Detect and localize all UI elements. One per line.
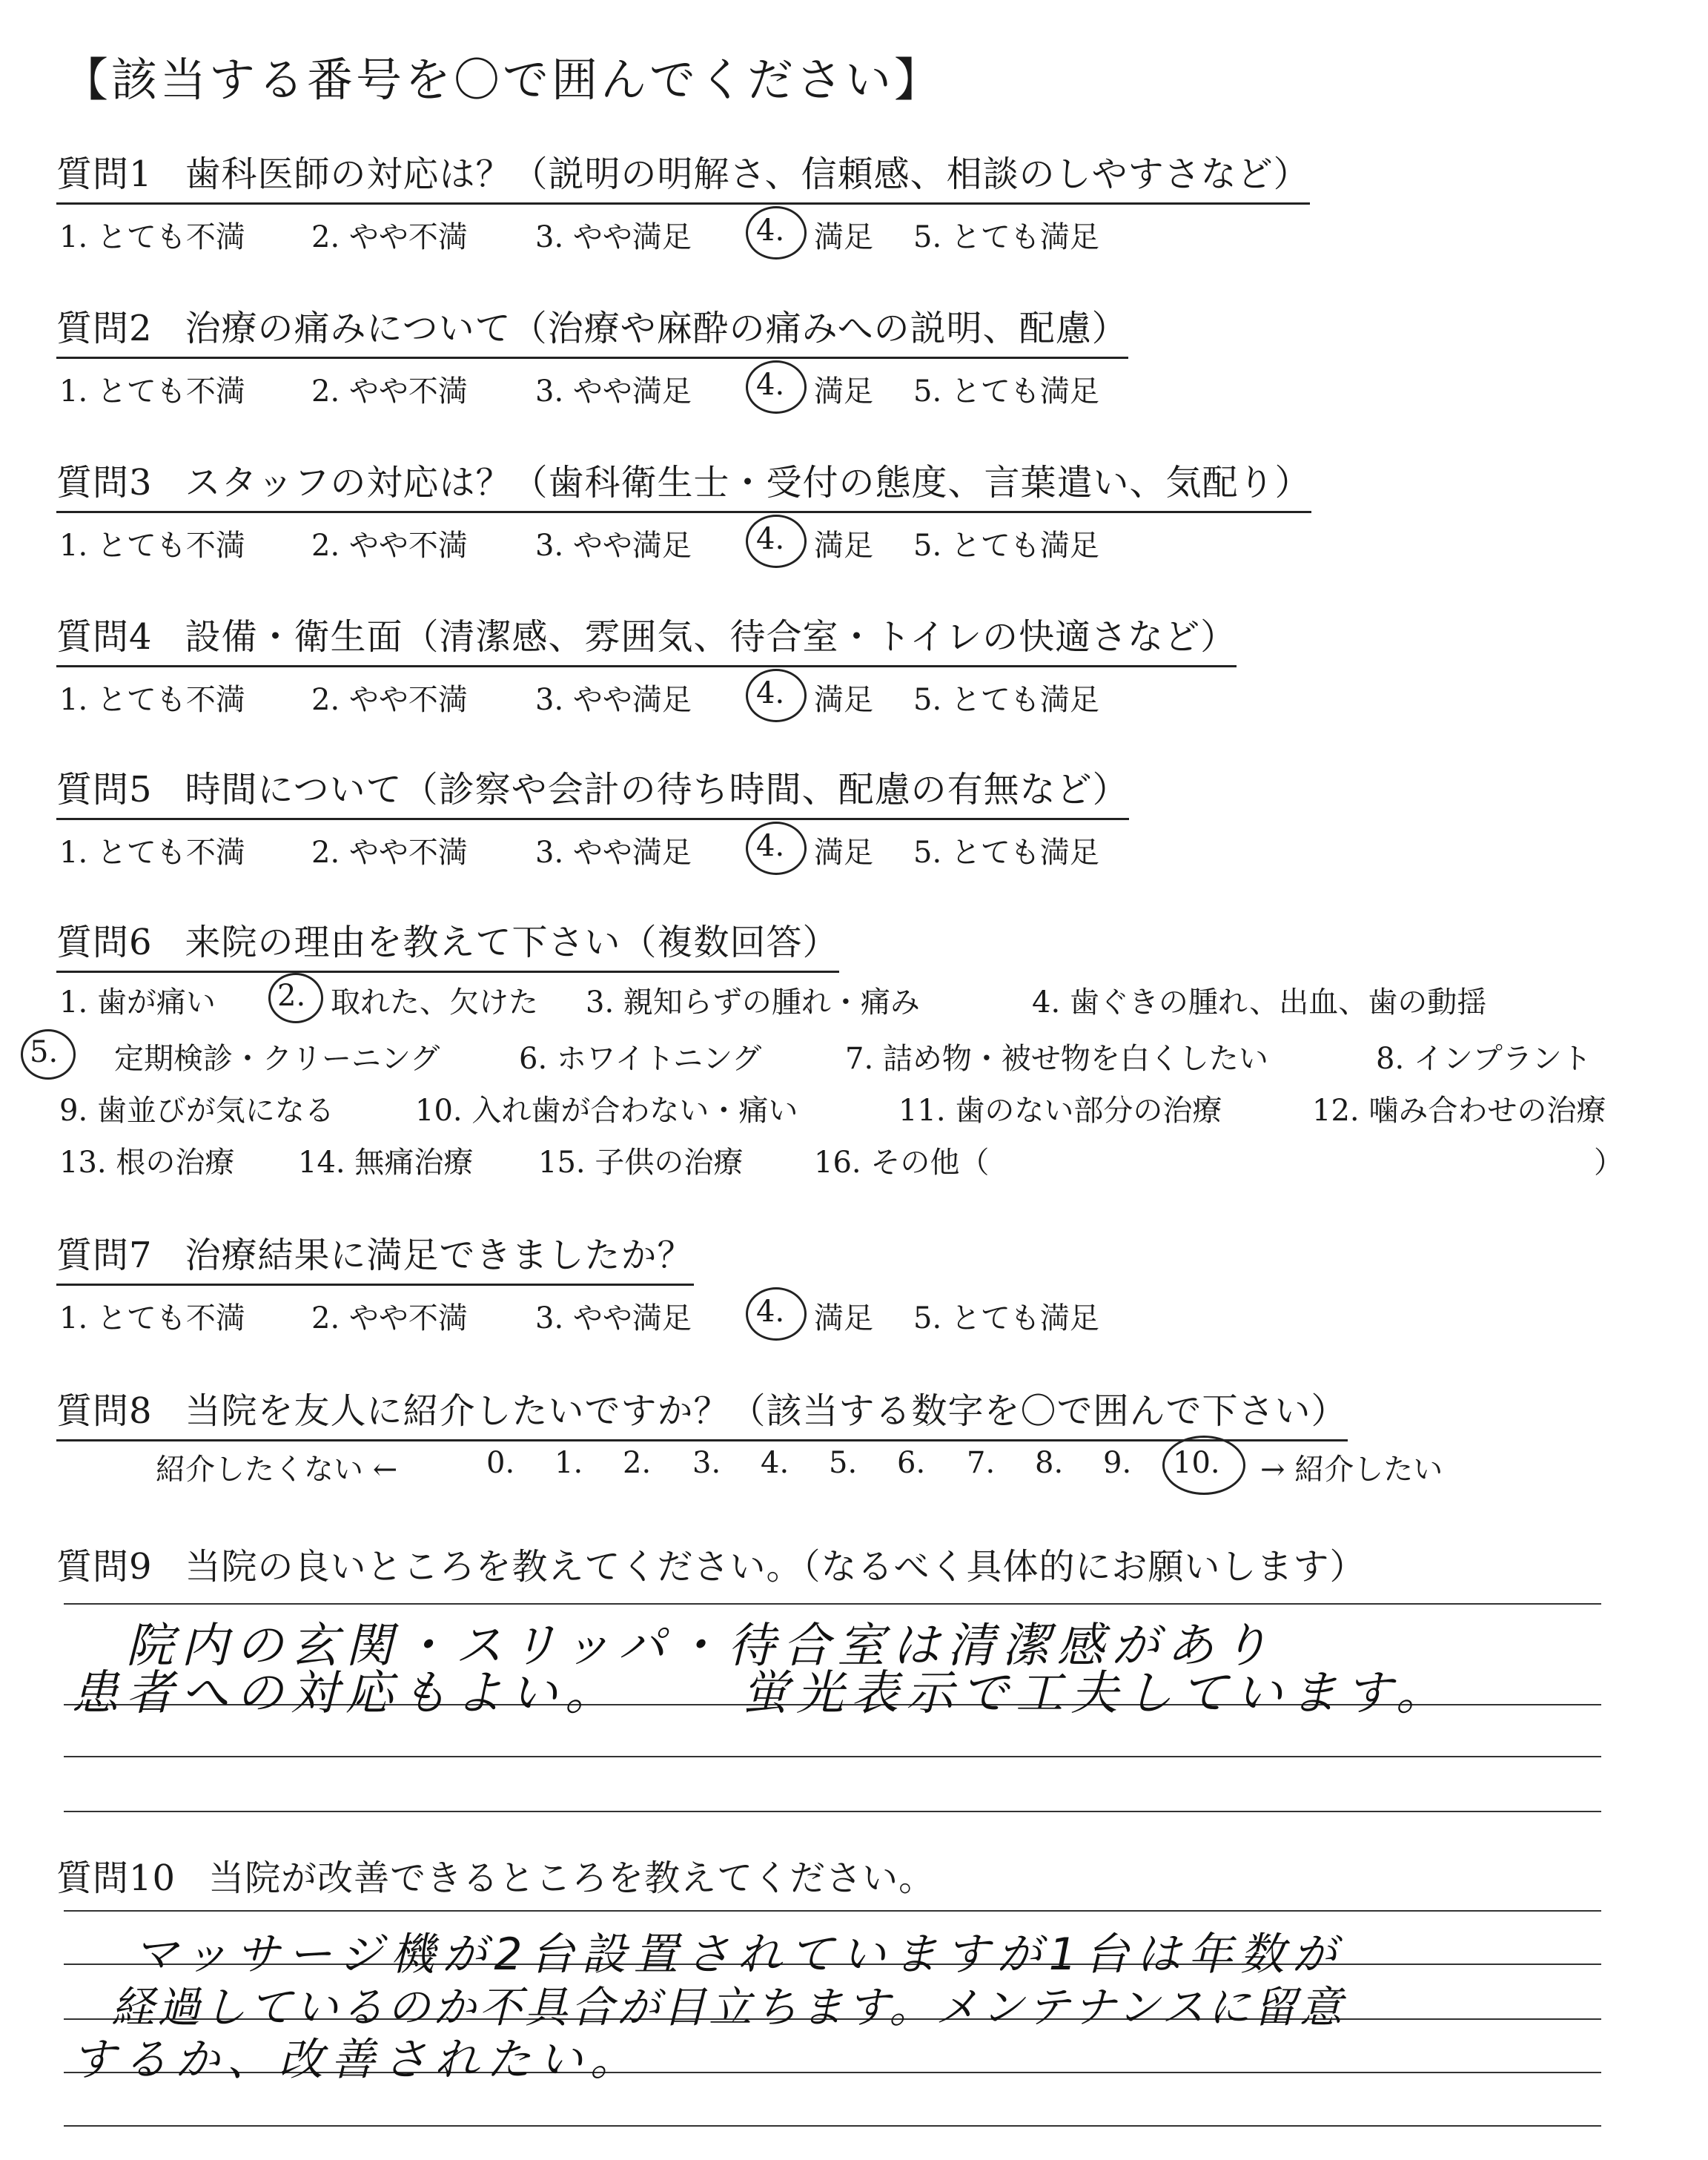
option-1[interactable]: 1. とても不満 [59,683,245,717]
option-5[interactable]: 5. とても満足 [913,683,1099,717]
question-title [56,145,1310,205]
option-4-circled[interactable]: 4. [756,522,785,556]
question-title [56,761,1129,820]
option-2[interactable]: 2. やや不満 [311,529,468,563]
q9-handwritten-line-2: 患者への対応もよい。 [71,1666,620,1721]
q6-option-7[interactable]: 7. 詰め物・被せ物を白くしたい [845,1042,1268,1076]
question-number: 質問9 [56,1546,153,1588]
option-4-label: 満足 [814,529,873,563]
question-title [56,1538,1366,1595]
answer-options [56,362,1128,409]
option-1[interactable]: 1. とても不満 [59,374,245,409]
q6-option-14[interactable]: 14. 無痛治療 [298,1146,474,1180]
option-3[interactable]: 3. やや満足 [535,836,692,870]
option-3[interactable]: 3. やや満足 [535,220,692,254]
answer-line [64,1603,1601,1605]
q6-option-3[interactable]: 3. 親知らずの腫れ・痛み [586,985,920,1020]
question-text: 治療の痛みについて（治療や麻酔の痛みへの説明、配慮） [185,308,1128,349]
scale-6[interactable]: 6. [897,1446,926,1480]
question-number: 質問8 [56,1390,153,1432]
q6-option-6[interactable]: 6. ホワイトニング [519,1042,762,1076]
answer-options [56,1289,1099,1336]
question-10 [56,1849,935,1906]
scale-2[interactable]: 2. [623,1446,652,1480]
q6-option-9[interactable]: 9. 歯並びが気になる [59,1094,334,1128]
question-5 [56,761,1129,871]
option-1[interactable]: 1. とても不満 [59,836,245,870]
question-text: 当院を友人に紹介したいですか？（該当する数字を〇で囲んで下さい） [185,1390,1348,1432]
option-4-circled[interactable]: 4. [756,368,785,402]
option-5[interactable]: 5. とても満足 [913,374,1099,409]
question-title [56,300,1128,359]
option-1[interactable]: 1. とても不満 [59,529,245,563]
scale-9[interactable]: 9. [1103,1446,1132,1480]
question-2 [56,300,1128,409]
question-number: 質問5 [56,769,153,810]
answer-options [56,670,1237,718]
answer-line [64,2125,1601,2127]
scale-10-circled[interactable]: 10. [1173,1446,1220,1480]
option-4-label: 満足 [814,836,873,870]
question-7 [56,1226,1099,1336]
q6-option-10[interactable]: 10. 入れ歯が合わない・痛い [415,1094,798,1128]
option-1[interactable]: 1. とても不満 [59,1301,245,1335]
option-5[interactable]: 5. とても満足 [913,836,1099,870]
option-5[interactable]: 5. とても満足 [913,529,1099,563]
question-title [56,608,1237,667]
option-3[interactable]: 3. やや満足 [535,683,692,717]
q6-option-2-circled[interactable]: 2. [277,979,306,1013]
option-4-label: 満足 [814,374,873,409]
option-4-circled[interactable]: 4. [756,676,785,710]
question-text: 時間について（診察や会計の待ち時間、配慮の有無など） [185,769,1129,810]
q6-option-8[interactable]: 8. インプラント [1376,1042,1592,1076]
option-2[interactable]: 2. やや不満 [311,1301,468,1335]
question-number: 質問3 [56,462,153,503]
option-4-label: 満足 [814,1301,873,1335]
scale-5[interactable]: 5. [829,1446,858,1480]
option-3[interactable]: 3. やや満足 [535,374,692,409]
page-title: 【該当する番号を〇で囲んでください】 [62,53,944,107]
answer-line [64,1910,1601,1912]
option-4-label: 満足 [814,683,873,717]
option-5[interactable]: 5. とても満足 [913,1301,1099,1335]
answer-line [64,1811,1601,1812]
option-2[interactable]: 2. やや不満 [311,836,468,870]
q9-handwritten-line-1: 院内の玄関・スリッパ・待合室は清潔感があり [126,1619,1277,1674]
question-number: 質問4 [56,616,153,658]
q6-option-16-close: ） [1594,1146,1623,1180]
option-3[interactable]: 3. やや満足 [535,1301,692,1335]
q6-option-5-label: 定期検診・クリーニング [114,1042,440,1076]
q10-handwritten-line-2: 経過しているのか不具合が目立ちます。メンテナンスに留意 [111,1982,1345,2032]
option-2[interactable]: 2. やや不満 [311,683,468,717]
question-title [56,1382,1348,1441]
option-4-circled[interactable]: 4. [756,214,785,248]
q6-option-5-circled[interactable]: 5. [30,1035,59,1069]
answer-line [64,1756,1601,1757]
q6-option-4[interactable]: 4. 歯ぐきの腫れ、出血、歯の動揺 [1032,985,1487,1020]
question-9 [56,1538,1366,1595]
answer-options [56,208,1310,255]
scale-right-label: → 紹介したい [1260,1453,1443,1487]
option-1[interactable]: 1. とても不満 [59,220,245,254]
question-title [56,1226,694,1286]
option-5[interactable]: 5. とても満足 [913,220,1099,254]
option-2[interactable]: 2. やや不満 [311,220,468,254]
question-4 [56,608,1237,718]
question-title [56,1849,935,1906]
option-3[interactable]: 3. やや満足 [535,529,692,563]
q9-handwritten-line-3: 蛍光表示で工夫しています。 [741,1666,1451,1721]
scale-left-label: 紹介したくない ← [156,1453,398,1487]
question-8 [56,1382,1348,1441]
question-6 [56,914,839,973]
option-2[interactable]: 2. やや不満 [311,374,468,409]
q6-option-1[interactable]: 1. 歯が痛い [59,985,216,1020]
q6-option-15[interactable]: 15. 子供の治療 [538,1146,744,1180]
q6-option-2-label: 取れた、欠けた [331,985,538,1020]
scale-3[interactable]: 3. [692,1446,721,1480]
question-number: 質問6 [56,922,153,963]
question-title [56,914,839,973]
q6-option-16[interactable]: 16. その他（ [814,1146,990,1180]
option-4-circled[interactable]: 4. [756,1295,785,1329]
answer-options [56,516,1311,564]
question-title [56,454,1311,513]
question-text: スタッフの対応は？（歯科衛生士・受付の態度、言葉遣い、気配り） [185,462,1311,503]
question-number: 質問1 [56,153,153,195]
scale-7[interactable]: 7. [967,1446,996,1480]
question-number: 質問2 [56,308,153,349]
question-text: 治療結果に満足できましたか？ [185,1235,694,1276]
question-3 [56,454,1311,564]
question-text: 当院が改善できるところを教えてください。 [208,1857,936,1899]
option-4-label: 満足 [814,220,873,254]
question-1 [56,145,1310,255]
option-4-circled[interactable]: 4. [756,829,785,863]
q6-option-11[interactable]: 11. 歯のない部分の治療 [898,1094,1222,1128]
question-text: 来院の理由を教えて下さい（複数回答） [185,922,839,963]
question-number: 質問10 [56,1857,176,1899]
q6-option-13[interactable]: 13. 根の治療 [59,1146,235,1180]
question-number: 質問7 [56,1235,153,1276]
q6-option-12[interactable]: 12. 噛み合わせの治療 [1312,1094,1606,1128]
question-text: 歯科医師の対応は？（説明の明解さ、信頼感、相談のしやすさなど） [185,153,1310,195]
q10-handwritten-line-3: するか、改善されたい。 [71,2034,642,2086]
scale-0[interactable]: 0. [486,1446,515,1480]
scale-8[interactable]: 8. [1035,1446,1064,1480]
question-text: 設備・衛生面（清潔感、雰囲気、待合室・トイレの快適さなど） [185,616,1237,658]
q10-handwritten-line-1: マッサージ機が2台設置されていますが1台は年数が [133,1929,1344,1981]
answer-options [56,823,1129,871]
scale-4[interactable]: 4. [761,1446,790,1480]
scale-1[interactable]: 1. [555,1446,583,1480]
question-text: 当院の良いところを教えてください。（なるべく具体的にお願いします） [185,1546,1366,1588]
